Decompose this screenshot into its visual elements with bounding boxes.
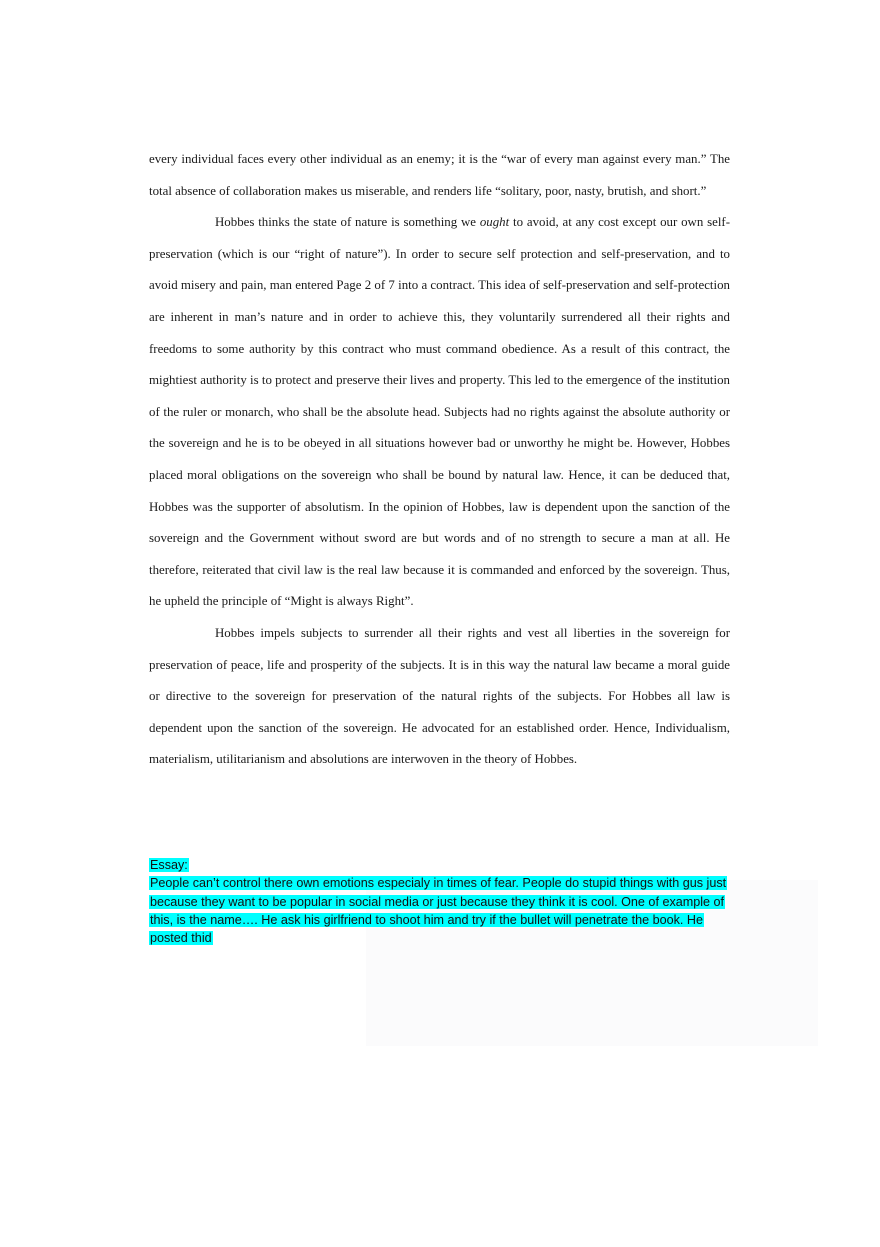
paragraph-state-of-war: every individual faces every other individual as an enemy; it is the “war of every man against every man.” The total absence of collaboration makes us miserable, and renders life “solitary, poor, nasty, brutish, and short.” xyxy=(149,152,730,198)
essay-text-block xyxy=(149,874,739,947)
essay-heading: Essay: xyxy=(150,858,188,872)
document-body xyxy=(149,144,730,776)
emphasis-ought: ought xyxy=(479,215,510,230)
essay-highlighted-note xyxy=(149,856,739,947)
essay-heading-line xyxy=(149,856,739,874)
paragraph-state-of-nature xyxy=(149,207,730,618)
paragraph-text-after-emphasis: to avoid, at any cost except our own self-preservation (which is our “right of nature”). In order to secure self protection and self-preservation, and to avoid misery and pain, man entered Page 2 of 7 into a contract. This idea of self-preservation and self-protection are inherent in man’s nature and in order to achieve this, they voluntarily surrendered all their rights and freedoms to some authority by this contract who must command obedience. As a result of this contract, the mightiest authority is to protect and preserve their lives and property. This led to the emergence of the institution of the ruler or monarch, who shall be the absolute head. Subjects had no rights against the absolute authority or the sovereign and he is to be obeyed in all situations however bad or unworthy he might be. However, Hobbes placed moral obligations on the sovereign who shall be bound by natural law. Hence, it can be deduced that, Hobbes was the supporter of absolutism. In the opinion of Hobbes, law is dependent upon the sanction of the sovereign and the Government without sword are but words and of no strength to secure a man at all. He therefore, reiterated that civil law is the real law because it is commanded and enforced by the sovereign. Thus, he upheld the principle of “Might is always Right”. xyxy=(149,215,730,609)
paragraph-text-before-emphasis: Hobbes thinks the state of nature is something we xyxy=(215,215,480,230)
essay-text: People can’t control there own emotions especialy in times of fear. People do stupid things with gus just because they want to be popular in social media or just because they think it is cool. One of example of this, is the name…. He ask his girlfriend to shoot him and try if the bullet will penetrate the book. He posted thid xyxy=(150,876,727,946)
paragraph-conclusion: Hobbes impels subjects to surrender all their rights and vest all liberties in the sovereign for preservation of peace, life and prosperity of the subjects. It is in this way the natural law became a moral guide or directive to the sovereign for preservation of the natural rights of the subjects. For Hobbes all law is dependent upon the sanction of the sovereign. He advocated for an established order. Hence, Individualism, materialism, utilitarianism and absolutions are interwoven in the theory of Hobbes. xyxy=(149,625,730,767)
